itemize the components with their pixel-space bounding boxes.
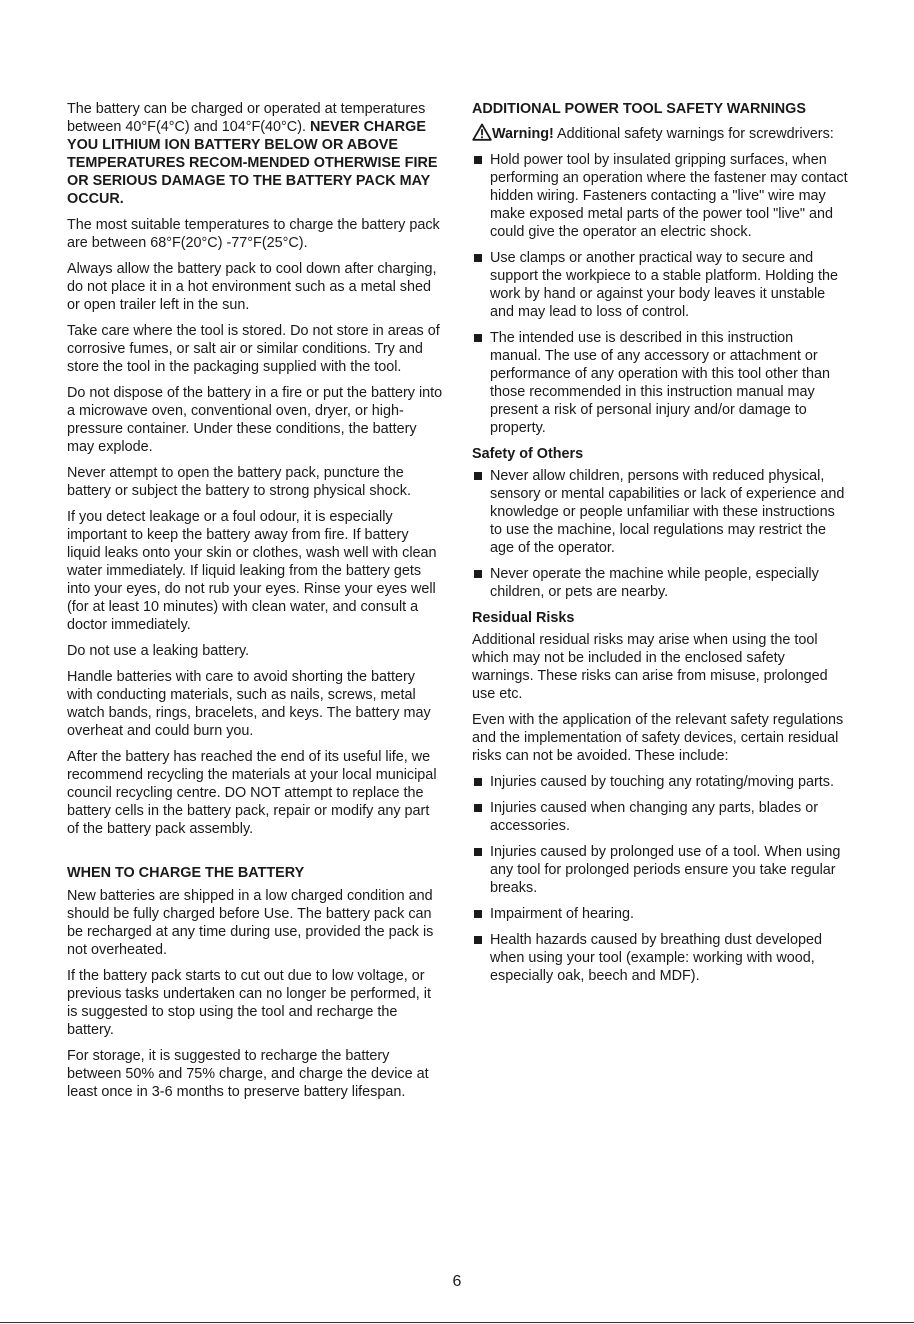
residual-risks-paragraph: Additional residual risks may arise when using the tool which may not be included in the enclosed safety warnings. These risks can arise from misuse, prolonged use etc. bbox=[472, 632, 828, 702]
cool-down-paragraph: Always allow the battery pack to cool down after charging, do not place it in a hot environment such as a metal shed or open trailer left in the sun. bbox=[67, 261, 437, 313]
list-item bbox=[472, 931, 848, 985]
warning-line bbox=[472, 123, 848, 143]
new-batteries-paragraph: New batteries are shipped in a low charged condition and should be fully charged before Use. The battery pack can be recharged at any time during use, provided the pack is not overheated. bbox=[67, 888, 434, 958]
additional-warnings-list bbox=[472, 151, 848, 437]
suitable-temperature-paragraph: The most suitable temperatures to charge the battery pack are between 68°F(20°C) -77°F(25°C). bbox=[67, 217, 440, 251]
square-bullet-icon bbox=[474, 156, 482, 164]
square-bullet-icon bbox=[474, 936, 482, 944]
list-item-text: The intended use is described in this instruction manual. The use of any accessory or attachment or performance of any operation with this tool other than those recommended in this instruction manual may present a risk of personal injury and/or damage to property. bbox=[490, 330, 830, 436]
square-bullet-icon bbox=[474, 778, 482, 786]
list-item-text: Never allow children, persons with reduced physical, sensory or mental capabilities or lack of experience and knowledge or people unfamiliar with these instructions to use the machine, local regulations may restrict the age of the operator. bbox=[490, 468, 845, 556]
warning-label: Warning! bbox=[492, 126, 554, 142]
warning-text: Additional safety warnings for screwdrivers: bbox=[553, 126, 834, 142]
square-bullet-icon bbox=[474, 254, 482, 262]
list-item-text: Injuries caused by prolonged use of a tool. When using any tool for prolonged periods ensure you take regular breaks. bbox=[490, 844, 841, 896]
list-item bbox=[472, 151, 848, 241]
list-item bbox=[472, 773, 848, 791]
disposal-paragraph: Do not dispose of the battery in a fire or put the battery into a microwave oven, conventional oven, dryer, or high-pressure container. Under these conditions, the battery may explode. bbox=[67, 385, 443, 455]
footer-rule bbox=[0, 1322, 914, 1323]
additional-warnings-heading: ADDITIONAL POWER TOOL SAFETY WARNINGS bbox=[472, 101, 806, 117]
temperature-paragraph bbox=[67, 100, 443, 208]
page-number: 6 bbox=[452, 1273, 462, 1290]
list-item bbox=[472, 329, 848, 437]
list-item-text: Hold power tool by insulated gripping surfaces, when performing an operation where the fastener may contact hidden wiring. Fasteners contacting a "live" wire may make exposed metal parts of the power tool "live" and could give the operator an electric shock. bbox=[490, 152, 848, 240]
temperature-range-text: The battery can be charged or operated at temperatures between 40°F(4°C) and 104°F(40°C). bbox=[67, 101, 426, 135]
residual-risks-include-paragraph: Even with the application of the relevant safety regulations and the implementation of safety devices, certain residual risks can not be avoided. These include: bbox=[472, 712, 844, 764]
leaking-battery-paragraph: Do not use a leaking battery. bbox=[67, 643, 250, 659]
safety-of-others-list bbox=[472, 467, 848, 601]
square-bullet-icon bbox=[474, 848, 482, 856]
list-item-text: Injuries caused by touching any rotating/moving parts. bbox=[490, 774, 834, 790]
warning-triangle-icon bbox=[472, 123, 492, 141]
list-item-text: Health hazards caused by breathing dust developed when using your tool (example: working with wood, especially oak, beech and MDF). bbox=[490, 932, 823, 984]
right-column bbox=[472, 100, 848, 993]
residual-risks-list bbox=[472, 773, 848, 985]
list-item bbox=[472, 905, 848, 923]
leakage-paragraph: If you detect leakage or a foul odour, it is especially important to keep the battery away from fire. If battery liquid leaks onto your skin or clothes, wash well with clean water immediately. If liquid leaking from the battery gets into your eyes, do not rub your eyes. Rinse your eyes well (for at least 10 minutes) with clean water, and consult a doctor immediately. bbox=[67, 509, 437, 633]
residual-risks-heading: Residual Risks bbox=[472, 610, 575, 626]
storage-charge-paragraph: For storage, it is suggested to recharge the battery between 50% and 75% charge, and charge the device at least once in 3-6 months to preserve battery lifespan. bbox=[67, 1048, 429, 1100]
list-item-text: Impairment of hearing. bbox=[490, 906, 634, 922]
square-bullet-icon bbox=[474, 804, 482, 812]
open-pack-paragraph: Never attempt to open the battery pack, puncture the battery or subject the battery to strong physical shock. bbox=[67, 465, 411, 499]
list-item-text: Use clamps or another practical way to secure and support the workpiece to a stable platform. Holding the work by hand or against your body leaves it unstable and may lead to loss of control. bbox=[490, 250, 838, 320]
square-bullet-icon bbox=[474, 910, 482, 918]
square-bullet-icon bbox=[474, 570, 482, 578]
list-item bbox=[472, 565, 848, 601]
square-bullet-icon bbox=[474, 472, 482, 480]
list-item bbox=[472, 467, 848, 557]
safety-of-others-heading: Safety of Others bbox=[472, 446, 584, 462]
charging-temperature-caution: NEVER CHARGE YOU LITHIUM ION BATTERY BELOW OR ABOVE TEMPERATURES RECOM-MENDED OTHERWISE FIRE OR SERIOUS DAMAGE TO THE BATTERY PACK MAY OCCUR. bbox=[67, 119, 438, 207]
square-bullet-icon bbox=[474, 334, 482, 342]
recycling-paragraph: After the battery has reached the end of its useful life, we recommend recycling the materials at your local municipal council recycling centre. DO NOT attempt to replace the battery cells in the battery pack, repair or modify any part of the battery pack assembly. bbox=[67, 749, 437, 837]
storage-paragraph: Take care where the tool is stored. Do not store in areas of corrosive fumes, or salt air or similar conditions. Try and store the tool in the packaging supplied with the tool. bbox=[67, 323, 440, 375]
list-item-text: Injuries caused when changing any parts, blades or accessories. bbox=[490, 800, 818, 834]
list-item-text: Never operate the machine while people, especially children, or pets are nearby. bbox=[490, 566, 819, 600]
left-column bbox=[67, 100, 443, 1109]
handling-paragraph: Handle batteries with care to avoid shorting the battery with conducting materials, such as nails, screws, metal watch bands, rings, bracelets, and keys. The battery may overheat and could burn you. bbox=[67, 669, 431, 739]
list-item bbox=[472, 799, 848, 835]
list-item bbox=[472, 843, 848, 897]
list-item bbox=[472, 249, 848, 321]
low-voltage-paragraph: If the battery pack starts to cut out due to low voltage, or previous tasks undertaken can no longer be performed, it is suggested to stop using the tool and recharge the battery. bbox=[67, 968, 431, 1038]
when-to-charge-heading: WHEN TO CHARGE THE BATTERY bbox=[67, 865, 305, 881]
